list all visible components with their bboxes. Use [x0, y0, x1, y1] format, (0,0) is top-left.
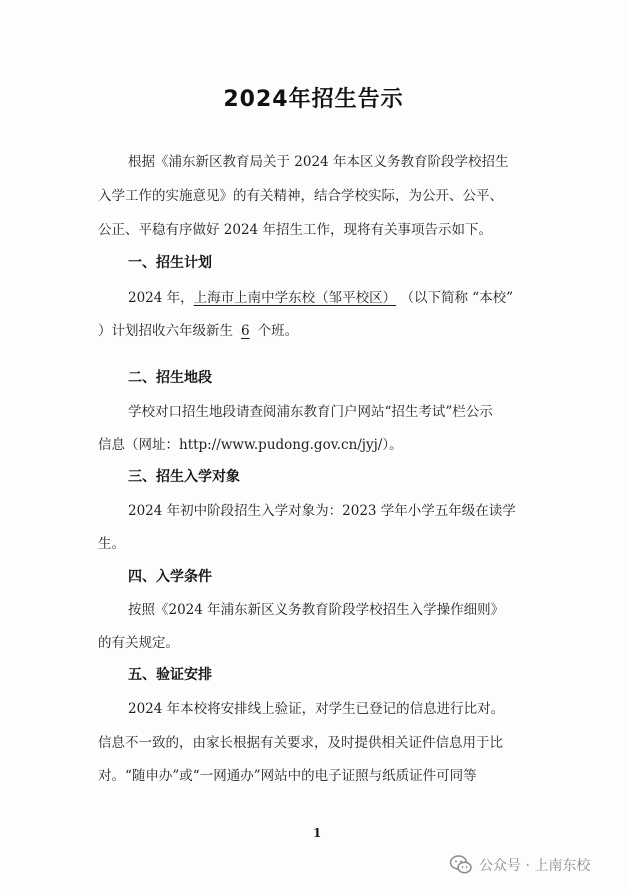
target-line-1: 2024 年初中阶段招生入学对象为：2023 学年小学五年级在读学	[128, 503, 516, 519]
watermark-text: 公众号 · 上南东校	[479, 858, 591, 874]
watermark	[449, 852, 590, 878]
section-heading-verification: 五、验证安排	[128, 667, 212, 683]
plan-alias: （以下简称 “本校”	[400, 290, 514, 306]
plan-line-2	[98, 319, 298, 339]
wechat-icon	[449, 854, 473, 876]
section-heading-plan: 一、招生计划	[128, 255, 212, 271]
plan-year: 2024 年，	[128, 290, 194, 306]
section-heading-target: 三、招生入学对象	[128, 469, 240, 485]
class-count: 6	[241, 323, 250, 339]
page-number: 1	[313, 826, 322, 840]
intro-line-2: 入学工作的实施意见》的有关精神，结合学校实际，为公开、公平、	[98, 188, 503, 204]
school-name: 上海市上南中学东校（邹平校区）	[193, 290, 397, 306]
page-title: 2024年招生告示	[223, 87, 404, 112]
plan-unit: 个班。	[257, 323, 299, 339]
conditions-line-1: 按照《2024 年浦东新区义务教育阶段学校招生入学操作细则》	[128, 602, 505, 618]
plan-line-1	[128, 286, 513, 306]
conditions-line-2: 的有关规定。	[98, 635, 179, 651]
section-heading-district: 二、招生地段	[128, 370, 212, 386]
plan-text: ）计划招收六年级新生	[98, 323, 233, 339]
verification-line-2: 信息不一致的，由家长根据有关要求，及时提供相关证件信息用于比	[98, 735, 503, 751]
section-heading-conditions: 四、入学条件	[128, 569, 212, 585]
target-line-2: 生。	[98, 536, 125, 552]
intro-line-1: 根据《浦东新区教育局关于 2024 年本区义务教育阶段学校招生	[128, 154, 509, 170]
district-line-1: 学校对口招生地段请查阅浦东教育门户网站“招生考试”栏公示	[128, 404, 493, 420]
intro-line-3: 公正、平稳有序做好 2024 年招生工作，现将有关事项告示如下。	[98, 222, 492, 238]
verification-line-3: 对。“随申办”或“一网通办”网站中的电子证照与纸质证件可同等	[98, 768, 477, 784]
district-line-2: 信息（网址：http://www.pudong.gov.cn/jyj/）。	[98, 437, 403, 453]
verification-line-1: 2024 年本校将安排线上验证，对学生已登记的信息进行比对。	[128, 701, 505, 717]
